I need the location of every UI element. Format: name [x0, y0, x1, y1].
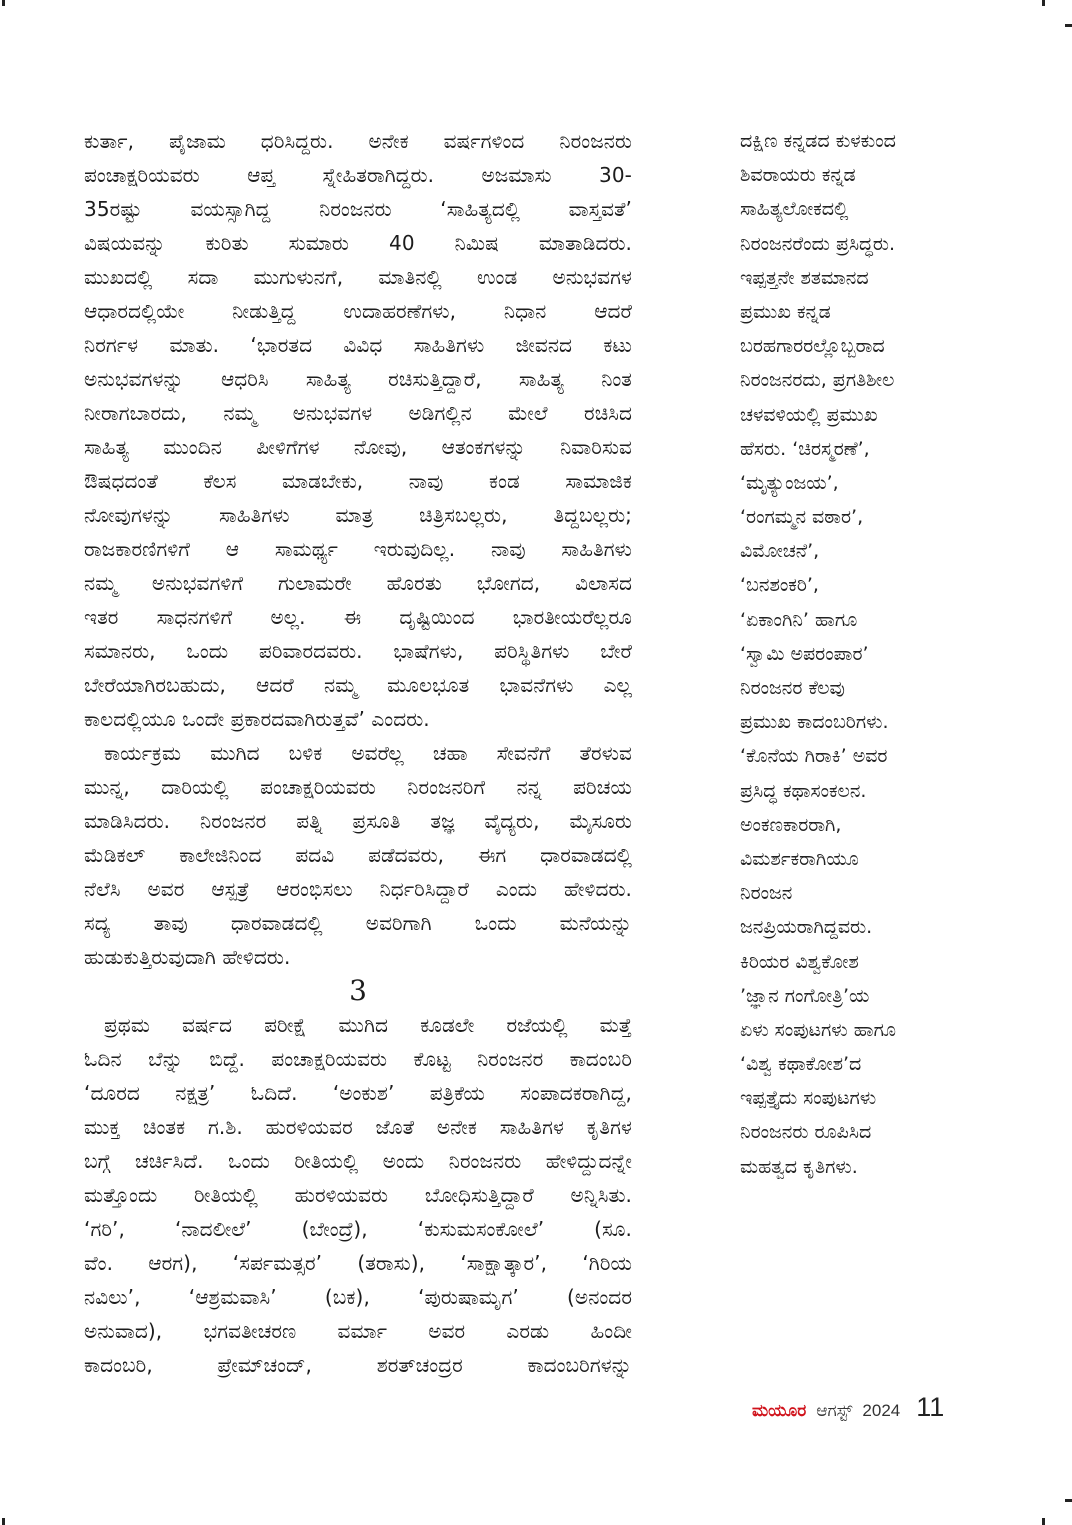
sidebar-line: ಏಳು ಸಂಪುಟಗಳು ಹಾಗೂ: [740, 1018, 896, 1041]
article-line: ಮುಕ್ತ ಚಿಂತಕ ಗ.ಶಿ. ಹುರಳಿಯವರ ಜೊತೆ ಅನೇಕ ಸಾಹಿತಿಗಳ ಕೃತಿಗಳ: [84, 1115, 632, 1139]
crop-mark-top-left: [2, 0, 5, 6]
article-line: ‘ದೂರದ ನಕ್ಷತ್ರ’ ಓದಿದೆ. ‘ಅಂಕುಶ’ ಪತ್ರಿಕೆಯ ಸಂಪಾದಕರಾಗಿದ್ದ,: [84, 1081, 632, 1105]
article-line: ಮಾಡಿಸಿದರು. ನಿರಂಜನರ ಪತ್ನಿ ಪ್ರಸೂತಿ ತಜ್ಞ ವೈದ್ಯರು, ಮೈಸೂರು: [84, 809, 632, 833]
article-line: ರಾಜಕಾರಣಿಗಳಿಗೆ ಆ ಸಾಮರ್ಥ್ಯ ಇರುವುದಿಲ್ಲ. ನಾವು ಸಾಹಿತಿಗಳು: [84, 537, 632, 561]
sidebar-line: ಪ್ರಮುಖ ಕನ್ನಡ: [740, 300, 831, 323]
article-line: ಕಾಲದಲ್ಲಿಯೂ ಒಂದೇ ಪ್ರಕಾರದವಾಗಿರುತ್ತವೆ’ ಎಂದರು.: [84, 707, 430, 731]
sidebar-line: ನಿರಂಜನರದು, ಪ್ರಗತಿಶೀಲ: [740, 369, 895, 392]
sidebar-line: ನಿರಂಜನರು ರೂಪಿಸಿದ: [740, 1121, 872, 1144]
article-line: ಓದಿನ ಬೆನ್ನು ಬಿದ್ದೆ. ಪಂಚಾಕ್ಷರಿಯವರು ಕೊಟ್ಟ ನಿರಂಜನರ ಕಾದಂಬರಿ: [84, 1047, 632, 1071]
article-line: ನವಿಲು’, ‘ಆಶ್ರಮವಾಸಿ’ (ಬಕ), ‘ಪುರುಷಾಮೃಗ’ (ಅನಂದರ: [84, 1285, 632, 1309]
sidebar-line: ಹೆಸರು. ‘ಚಿರಸ್ಮರಣೆ’,: [740, 437, 870, 460]
sidebar-line: ಜನಪ್ರಿಯರಾಗಿದ್ದವರು.: [740, 916, 873, 939]
sidebar-line: ’ಜ್ಞಾನ ಗಂಗೋತ್ರಿ’ಯ: [740, 984, 870, 1007]
crop-mark-bottom-left: [2, 1518, 5, 1525]
crop-mark-top-right-horizontal: [1065, 24, 1072, 27]
crop-mark-bottom-right-vertical: [1042, 1518, 1045, 1525]
sidebar-bio-column: [740, 124, 980, 1184]
article-line: ನಿರರ್ಗಳ ಮಾತು. ‘ಭಾರತದ ವಿವಿಧ ಸಾಹಿತಿಗಳು ಜೀವನದ ಕಟು: [84, 333, 632, 357]
magazine-logo: ಮಯೂರ: [752, 1401, 807, 1421]
sidebar-line: ನಿರಂಜನರೆಂದು ಪ್ರಸಿದ್ಧರು.: [740, 232, 895, 255]
article-line: ಅನುಭವಗಳನ್ನು ಆಧರಿಸಿ ಸಾಹಿತ್ಯ ರಚಿಸುತ್ತಿದ್ದಾರೆ, ಸಾಹಿತ್ಯ ನಿಂತ: [84, 367, 632, 391]
article-line: ಇತರ ಸಾಧನಗಳಿಗೆ ಅಲ್ಲ. ಈ ದೃಷ್ಟಿಯಿಂದ ಭಾರತೀಯರೆಲ್ಲರೂ: [84, 605, 632, 629]
main-article-column: [84, 124, 632, 1382]
article-line: ವಿಷಯವನ್ನು ಕುರಿತು ಸುಮಾರು 40 ನಿಮಿಷ ಮಾತಾಡಿದರು.: [84, 231, 632, 255]
sidebar-line: ವಿಮೋಚನೆ’,: [740, 540, 820, 563]
issue-year: 2024: [862, 1401, 901, 1420]
article-line: ಕಾರ್ಯಕ್ರಮ ಮುಗಿದ ಬಳಿಕ ಅವರೆಲ್ಲ ಚಹಾ ಸೇವನೆಗೆ ತೆರಳುವ: [104, 741, 632, 765]
sidebar-line: ಇಪ್ಪತ್ತೈದು ಸಂಪುಟಗಳು: [740, 1087, 877, 1110]
sidebar-line: ಬರಹಗಾರರಲ್ಲೊಬ್ಬರಾದ: [740, 335, 885, 358]
issue-month: ಆಗಸ್ಟ್: [816, 1401, 853, 1421]
sidebar-line: ‘ಮೃತ್ಯುಂಜಯ’,: [740, 471, 839, 494]
sidebar-line: ‘ರಂಗಮ್ಮನ ವಠಾರ’,: [740, 506, 864, 529]
article-line: ಮುನ್ನ, ದಾರಿಯಲ್ಲಿ ಪಂಚಾಕ್ಷರಿಯವರು ನಿರಂಜನರಿಗೆ ನನ್ನ ಪರಿಚಯ: [84, 775, 632, 799]
sidebar-line: ಪ್ರಮುಖ ಕಾದಂಬರಿಗಳು.: [740, 711, 889, 734]
article-line: ಮೆಡಿಕಲ್ ಕಾಲೇಜಿನಿಂದ ಪದವಿ ಪಡೆದವರು, ಈಗ ಧಾರವಾಡದಲ್ಲಿ: [84, 843, 632, 867]
article-line: ಸಾಹಿತ್ಯ ಮುಂದಿನ ಪೀಳಿಗೆಗಳ ನೋವು, ಆತಂಕಗಳನ್ನು ನಿವಾರಿಸುವ: [84, 435, 632, 459]
sidebar-line: ಇಪ್ಪತ್ತನೇ ಶತಮಾನದ: [740, 266, 869, 289]
sidebar-line: ‘ಸ್ವಾಮಿ ಅಪರಂಪಾರ’: [740, 642, 869, 665]
article-line: ನೆಲೆಸಿ ಅವರ ಆಸ್ಪತ್ರೆ ಆರಂಭಿಸಲು ನಿರ್ಧರಿಸಿದ್ದಾರೆ ಎಂದು ಹೇಳಿದರು.: [84, 877, 632, 901]
article-line: ನಮ್ಮ ಅನುಭವಗಳಿಗೆ ಗುಲಾಮರೇ ಹೊರತು ಭೋಗದ, ವಿಲಾಸದ: [84, 571, 632, 595]
article-line: ‘ಗರಿ’, ‘ನಾದಲೀಲೆ’ (ಬೇಂದ್ರೆ), ‘ಕುಸುಮಸಂಕೋಲೆ’ (ಸೂ.: [84, 1217, 632, 1241]
page-number: 11: [916, 1392, 945, 1422]
sidebar-line: ಕಿರಿಯರ ವಿಶ್ವಕೋಶ: [740, 950, 859, 973]
sidebar-line: ನಿರಂಜನ: [740, 882, 793, 905]
article-line: ಅನುವಾದ), ಭಗವತೀಚರಣ ವರ್ಮಾ ಅವರ ಎರಡು ಹಿಂದೀ: [84, 1319, 632, 1343]
sidebar-line: ಚಳವಳಿಯಲ್ಲಿ ಪ್ರಮುಖ: [740, 403, 878, 426]
article-line: 35ರಷ್ಟು ವಯಸ್ಸಾಗಿದ್ದ ನಿರಂಜನರು ‘ಸಾಹಿತ್ಯದಲ್ಲಿ ವಾಸ್ತವತೆ’: [84, 197, 632, 221]
crop-mark-bottom-right-horizontal: [1065, 1499, 1072, 1502]
crop-mark-top-right-vertical: [1042, 0, 1045, 6]
sidebar-line: ಮಹತ್ವದ ಕೃತಿಗಳು.: [740, 1155, 858, 1178]
article-line: ಸಮಾನರು, ಒಂದು ಪರಿವಾರದವರು. ಭಾಷೆಗಳು, ಪರಿಸ್ಥಿತಿಗಳು ಬೇರೆ: [84, 639, 632, 663]
section-number: 3: [349, 974, 367, 1007]
article-line: ಬಗ್ಗೆ ಚರ್ಚಿಸಿದೆ. ಒಂದು ರೀತಿಯಲ್ಲಿ ಅಂದು ನಿರಂಜನರು ಹೇಳಿದ್ದುದನ್ನೇ: [84, 1149, 632, 1173]
article-line: ಪ್ರಥಮ ವರ್ಷದ ಪರೀಕ್ಷೆ ಮುಗಿದ ಕೂಡಲೇ ರಜೆಯಲ್ಲಿ ಮತ್ತೆ: [104, 1013, 632, 1037]
sidebar-line: ‘ಕೊನೆಯ ಗಿರಾಕಿ’ ಅವರ: [740, 745, 888, 768]
article-line: ಔಷಧದಂತೆ ಕೆಲಸ ಮಾಡಬೇಕು, ನಾವು ಕಂಡ ಸಾಮಾಜಿಕ: [84, 469, 632, 493]
sidebar-line: ‘ವಿಶ್ವ ಕಥಾಕೋಶ’ದ: [740, 1053, 862, 1076]
article-line: ವೆಂ. ಆರಗ), ‘ಸರ್ಪಮತ್ಸರ’ (ತರಾಸು), ‘ಸಾಕ್ಷಾತ್ಕಾರ’, ‘ಗಿರಿಯ: [84, 1251, 632, 1275]
article-line: ಕಾದಂಬರಿ, ಪ್ರೇಮ್‌ಚಂದ್, ಶರತ್‌ಚಂದ್ರರ ಕಾದಂಬರಿಗಳನ್ನು: [84, 1353, 632, 1377]
sidebar-line: ‘ಬನಶಂಕರಿ’,: [740, 574, 819, 597]
article-line: ನೀರಾಗಬಾರದು, ನಮ್ಮ ಅನುಭವಗಳ ಅಡಿಗಲ್ಲಿನ ಮೇಲೆ ರಚಿಸಿದ: [84, 401, 632, 425]
sidebar-line: ಅಂಕಣಕಾರರಾಗಿ,: [740, 813, 842, 836]
article-line: ಪಂಚಾಕ್ಷರಿಯವರು ಆಪ್ತ ಸ್ನೇಹಿತರಾಗಿದ್ದರು. ಅಜಮಾಸು 30-: [84, 163, 632, 187]
sidebar-line: ಶಿವರಾಯರು ಕನ್ನಡ: [740, 164, 856, 187]
article-line: ಮುಖದಲ್ಲಿ ಸದಾ ಮುಗುಳುನಗೆ, ಮಾತಿನಲ್ಲಿ ಉಂಡ ಅನುಭವಗಳ: [84, 265, 632, 289]
article-line: ಕುರ್ತಾ, ಪೈಜಾಮ ಧರಿಸಿದ್ದರು. ಅನೇಕ ವರ್ಷಗಳಿಂದ ನಿರಂಜನರು: [84, 129, 632, 153]
article-line: ಹುಡುಕುತ್ತಿರುವುದಾಗಿ ಹೇಳಿದರು.: [84, 945, 291, 969]
sidebar-line: ಪ್ರಸಿದ್ಧ ಕಥಾಸಂಕಲನ.: [740, 779, 867, 802]
sidebar-line: ಸಾಹಿತ್ಯಲೋಕದಲ್ಲಿ: [740, 198, 849, 221]
article-line: ಸದ್ಯ ತಾವು ಧಾರವಾಡದಲ್ಲಿ ಅವರಿಗಾಗಿ ಒಂದು ಮನೆಯನ್ನು: [84, 911, 632, 935]
page-footer: [752, 1392, 944, 1432]
article-line: ಆಧಾರದಲ್ಲಿಯೇ ನೀಡುತ್ತಿದ್ದ ಉದಾಹರಣೆಗಳು, ನಿಧಾನ ಆದರೆ: [84, 299, 632, 323]
sidebar-line: ‘ಏಕಾಂಗಿನಿ’ ಹಾಗೂ: [740, 608, 858, 631]
sidebar-line: ವಿಮರ್ಶಕರಾಗಿಯೂ: [740, 847, 859, 870]
article-line: ನೋವುಗಳನ್ನು ಸಾಹಿತಿಗಳು ಮಾತ್ರ ಚಿತ್ರಿಸಬಲ್ಲರು, ತಿದ್ದಬಲ್ಲರು;: [84, 503, 632, 527]
article-line: ಬೇರೆಯಾಗಿರಬಹುದು, ಆದರೆ ನಮ್ಮ ಮೂಲಭೂತ ಭಾವನೆಗಳು ಎಲ್ಲ: [84, 673, 632, 697]
article-line: ಮತ್ತೊಂದು ರೀತಿಯಲ್ಲಿ ಹುರಳಿಯವರು ಬೋಧಿಸುತ್ತಿದ್ದಾರೆ ಅನ್ನಿಸಿತು.: [84, 1183, 632, 1207]
sidebar-line: ದಕ್ಷಿಣ ಕನ್ನಡದ ಕುಳಕುಂದ: [740, 130, 896, 152]
sidebar-line: ನಿರಂಜನರ ಕೆಲವು: [740, 677, 845, 699]
